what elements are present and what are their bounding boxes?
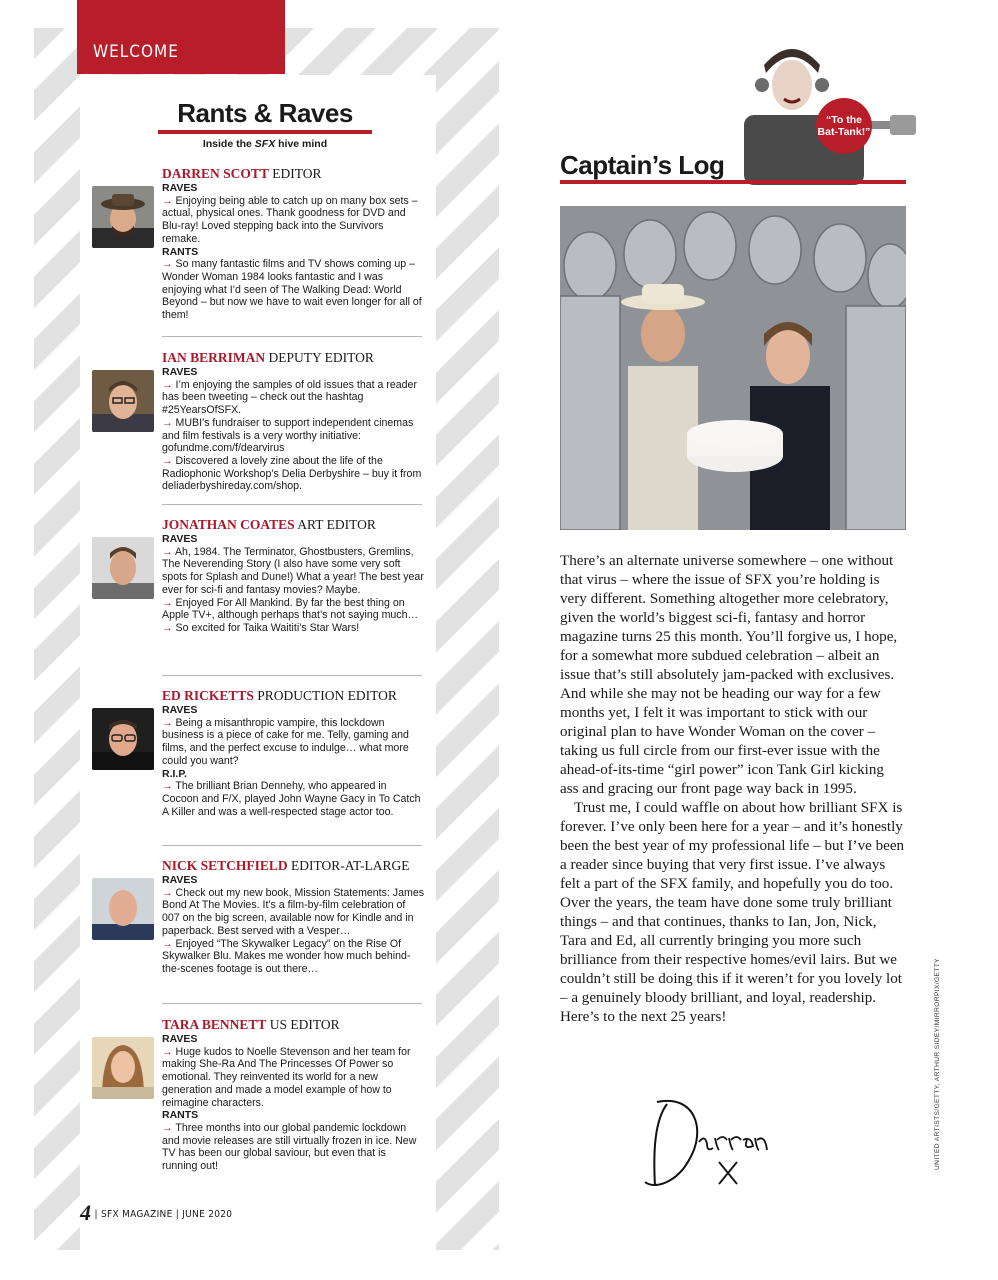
arrow-icon: → [162, 596, 176, 609]
divider [162, 675, 422, 676]
section-label [162, 533, 424, 546]
page-footer [80, 1200, 232, 1226]
list-item [162, 195, 424, 246]
entry-text: Enjoyed For All Mankind. By far the best thing on Apple TV+, although perhaps that’s not saying much… [162, 596, 419, 622]
title-rule [560, 180, 906, 184]
speech-bubble: “To the Bat-Tank!” [816, 98, 872, 154]
arrow-icon: → [162, 416, 176, 429]
avatar [92, 878, 154, 940]
list-item [162, 379, 424, 417]
section-label [162, 1109, 424, 1122]
avatar [92, 1037, 154, 1099]
list-item [162, 887, 424, 938]
entry-name: ED RICKETTS PRODUCTION EDITOR [162, 688, 397, 703]
entry-name: JONATHAN COATES ART EDITOR [162, 517, 376, 532]
list-item [162, 780, 424, 818]
list-item [162, 938, 424, 976]
section-label [162, 366, 424, 379]
arrow-icon: → [162, 716, 176, 729]
entry-text: RAVES [162, 366, 198, 378]
doctor-who-photo [560, 206, 906, 530]
entry-text: Enjoyed “The Skywalker Legacy” on the Rise Of Skywalker Blu. Makes me wonder how much behind-the-scenes footage is out there… [162, 937, 411, 975]
section-label [162, 182, 424, 195]
section-tab [77, 0, 285, 74]
paragraph: Trust me, I could waffle on about how brilliant SFX is forever. I’ve only been here for a year – and it’s honestly been the best year of my professional life – but I’ve been a reader since buying that very first issue. I’ve always felt a part of the SFX family, and hopefully you do too. Over the years, the team have done some truly brilliant things – and that continues, thanks to Ian, Jon, Nick, Tara and Ed, all currently bringing you more such brilliance from their respective homes/evil lairs. But we couldn’t still be doing this if it weren’t for you lovely lot – a genuinely bloody brilliant, and loyal, readership. Here’s to the next 25 years! [560, 800, 905, 1025]
entry-name: DARREN SCOTT EDITOR [162, 166, 322, 181]
entry-text: Ah, 1984. The Terminator, Ghostbusters, Gremlins, The Neverending Story (I also have some very soft spots for Splash and Dune!) What a year! The best year ever for sci-fi and fantasy movies? Maybe. [162, 545, 424, 596]
arrow-icon: → [162, 937, 176, 950]
entry-name: TARA BENNETT US EDITOR [162, 1017, 340, 1032]
entry-text: RANTS [162, 245, 199, 258]
list-item [162, 622, 424, 635]
list-item [162, 597, 424, 622]
entry-text: I’m enjoying the samples of old issues that a reader has been tweeting – check out the hashtag #25YearsOfSFX. [162, 378, 417, 417]
list-item [162, 258, 424, 322]
entry-text: Huge kudos to Noelle Stevenson and her team for making She-Ra And The Princesses Of Power so emotional. They reinvented its world for a new generation and made a model example of how to reimagine characters. [162, 1045, 411, 1109]
entry-body [162, 366, 424, 493]
section-label [162, 768, 424, 781]
avatar [92, 370, 154, 432]
page-number: 4 [80, 1200, 92, 1225]
list-item [162, 417, 424, 455]
paragraph: There’s an alternate universe somewhere – one without that virus – where the issue of SFX you’re holding is very different. Something altogether more celebratory, given the world’s biggest sci-fi, fantasy and horror magazine turns 25 this month. You’ll forgive us, I hope, for a somewhat more subdued celebration – albeit an issue that’s still absolutely jam-packed with exclusives. And while she may not be heading our way for a few months yet, I felt it was important to stick with our original plan to have Wonder Woman on the cover – taking us full circle from our first-ever issue with the ahead-of-its-time “girl power” icon Tank Girl kicking ass and gracing our front page way back in 1995. [560, 553, 898, 797]
arrow-icon: → [162, 258, 176, 271]
entry-text: Being a misanthropic vampire, this lockdown business is a piece of cake for me. Telly, gaming and films, and the perfect excuse to indulge… what more could you want? [162, 716, 409, 767]
entry-body [162, 874, 424, 976]
list-item [162, 717, 424, 768]
entry-text: Three months into our global pandemic lockdown and movie releases are still virtually frozen in ice. New TV has been our global saviour, but even that is running out! [162, 1121, 417, 1173]
signature [625, 1090, 775, 1200]
arrow-icon: → [162, 194, 176, 207]
entry-text: RAVES [162, 874, 198, 886]
section-tab-label: WELCOME [93, 42, 179, 62]
list-item [162, 546, 424, 597]
arrow-icon: → [162, 1121, 176, 1134]
entry-text: Enjoying being able to catch up on many box sets – actual, physical ones. Thank goodness for DVD and Blu-ray! Loved stepping back into the Survivors remake. [162, 194, 418, 245]
entry-text: So many fantastic films and TV shows coming up – Wonder Woman 1984 looks fantastic and I was enjoying what I’d seen of The Walking Dead: World Beyond – but now we have to wait even longer for all of them! [162, 258, 422, 322]
arrow-icon: → [162, 454, 176, 467]
entry-body [162, 533, 424, 635]
title-rule [158, 130, 372, 134]
divider [162, 504, 422, 505]
entry-text: R.I.P. [162, 767, 187, 780]
entry-text: RAVES [162, 533, 198, 545]
avatar [92, 708, 154, 770]
list-item [162, 455, 424, 493]
section-label [162, 1033, 424, 1046]
footer-text: | SFX MAGAZINE | JUNE 2020 [91, 1209, 233, 1220]
rants-raves-title: Rants & Raves [177, 98, 353, 128]
editorial-body [560, 552, 906, 1027]
entry-text: Check out my new book, Mission Statements: James Bond At The Movies. It’s a film-by-film celebration of 007 on the big screen, available now for Kindle and in paperback. Best served with a Vesper… [162, 886, 425, 937]
divider [162, 336, 422, 337]
entry-text: RAVES [162, 1033, 198, 1045]
arrow-icon: → [162, 780, 176, 793]
list-item [162, 1046, 424, 1110]
entry-text: RANTS [162, 1109, 199, 1122]
arrow-icon: → [162, 621, 176, 634]
entry-body [162, 1033, 424, 1173]
section-label [162, 874, 424, 887]
section-label [162, 246, 424, 259]
entry-body [162, 182, 424, 322]
entry-body [162, 704, 424, 818]
entry-text: So excited for Taika Waititi’s Star Wars! [175, 621, 360, 634]
entry-text: RAVES [162, 182, 198, 194]
arrow-icon: → [162, 1045, 176, 1058]
section-label [162, 704, 424, 717]
rants-raves-subtitle: Inside the SFX hive mind [202, 138, 328, 150]
avatar [92, 186, 154, 248]
entry-text: The brilliant Brian Dennehy, who appeared in Cocoon and F/X, played John Wayne Gacy in To Catch A Killer and was a well-respected stage actor too. [162, 780, 421, 818]
captains-log-title: Captain’s Log [560, 150, 725, 180]
photo-credit: UNITED ARTISTS/GETTY, ARTHUR SIDEY/MIRRORPIX/GETTY [934, 958, 941, 1170]
list-item [162, 1122, 424, 1173]
entry-text: MUBI’s fundraiser to support independent cinemas and film festivals is a very worthy initiative: gofundme.com/f/dearvirus [162, 416, 414, 455]
entry-name: NICK SETCHFIELD EDITOR-AT-LARGE [162, 858, 410, 873]
entry-name: IAN BERRIMAN DEPUTY EDITOR [162, 350, 374, 365]
entry-text: RAVES [162, 704, 198, 716]
avatar [92, 537, 154, 599]
entry-text: Discovered a lovely zine about the life of the Radiophonic Workshop’s Delia Derbyshire – buy it from deliaderbyshireday.com/shop. [162, 454, 422, 493]
divider [162, 1003, 422, 1004]
arrow-icon: → [162, 378, 176, 391]
arrow-icon: → [162, 545, 175, 558]
arrow-icon: → [162, 886, 176, 899]
divider [162, 845, 422, 846]
